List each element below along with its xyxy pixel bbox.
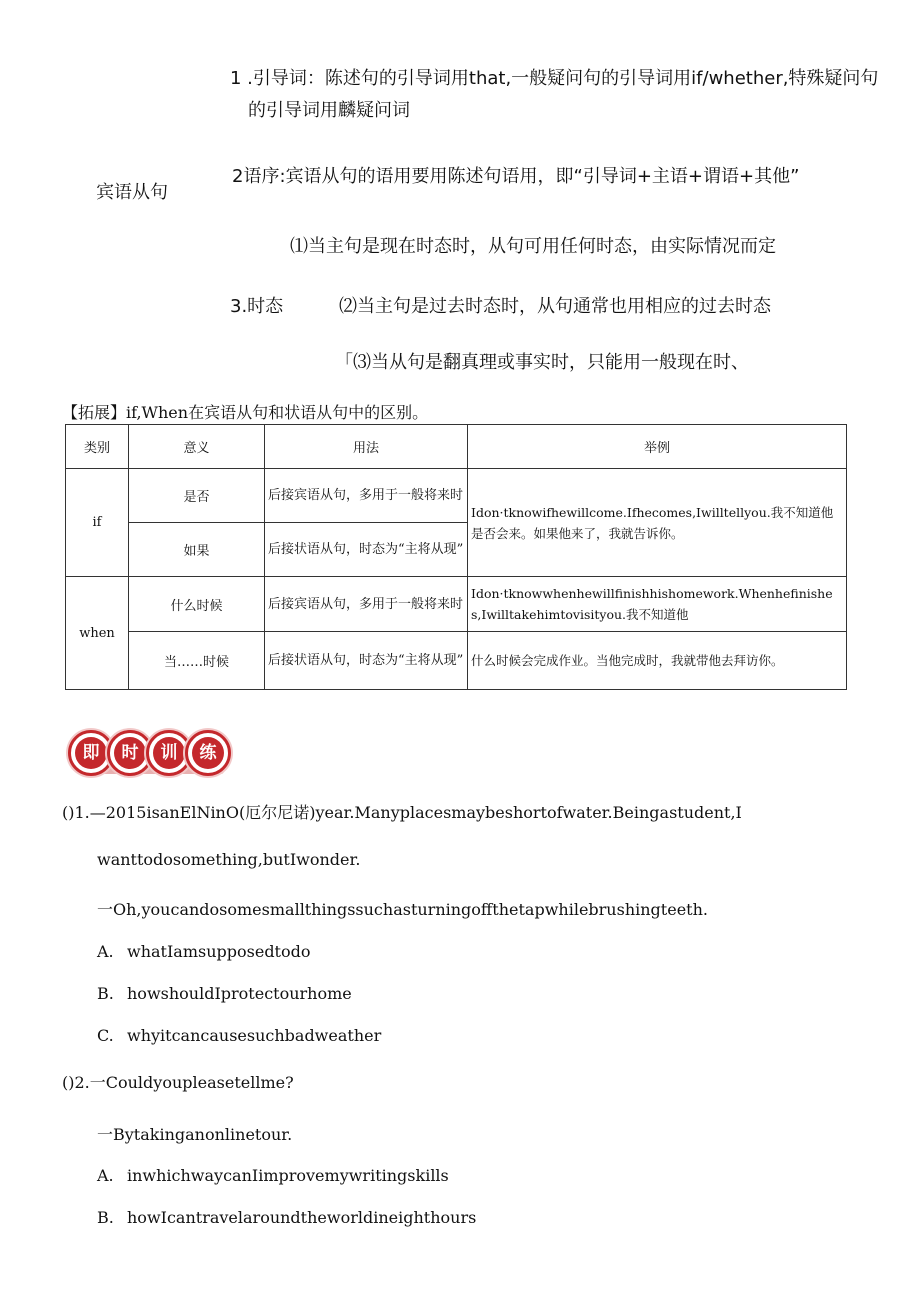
table-row	[66, 632, 847, 690]
tense-label: 3.时态	[230, 296, 284, 317]
if-usage-2: 后接状语从句，时态为“主将从现”	[265, 523, 468, 577]
option-label: A.	[97, 1166, 114, 1185]
practice-banner	[66, 730, 224, 776]
banner-badge	[185, 730, 231, 776]
banner-char: 时	[114, 737, 146, 769]
q2-option-b	[97, 1208, 476, 1227]
section-title: 宾语从句	[96, 182, 168, 203]
option-text: howIcantravelaroundtheworldineighthours	[127, 1208, 477, 1227]
item1-line1: 1 .引导词：陈述句的引导词用that,一般疑问句的引导词用if/whether,特殊疑问句	[230, 68, 879, 89]
option-text: howshouldIprotectourhome	[127, 984, 352, 1003]
when-usage-1: 后接宾语从句，多用于一般将来时	[265, 577, 468, 632]
if-meaning-1: 是否	[129, 469, 265, 523]
banner-char: 练	[192, 737, 224, 769]
when-meaning-2: 当……时候	[129, 632, 265, 690]
option-text: whyitcancausesuchbadweather	[127, 1026, 382, 1045]
header-meaning: 意义	[129, 425, 265, 469]
tense-rule-1: ⑴当主句是现在时态时，从句可用任何时态，由实际情况而定	[290, 236, 776, 257]
when-example-2: 什么时候会完成作业。当他完成时，我就带他去拜访你。	[468, 632, 847, 690]
q1-line1: ()1.—2015isanElNinO(厄尔尼诺)year.Manyplacesmaybeshortofwater.Beingastudent,I	[62, 803, 742, 822]
q1-answer: 一Oh,youcandosomesmallthingssuchasturningoffthetapwhilebrushingteeth.	[97, 900, 708, 919]
expand-heading: 【拓展】if,When在宾语从句和状语从句中的区别。	[62, 403, 429, 422]
q2-line1: ()2.一Couldyoupleasetellme?	[62, 1073, 294, 1092]
q2-option-a	[97, 1166, 449, 1185]
table-row	[66, 577, 847, 632]
banner-char: 训	[153, 737, 185, 769]
table-header-row	[66, 425, 847, 469]
option-label: A.	[97, 942, 114, 961]
option-text: inwhichwaycanIimprovemywritingskills	[127, 1166, 449, 1185]
option-label: B.	[97, 984, 114, 1003]
table-row	[66, 469, 847, 523]
when-example-1: Idon·tknowwhenhewillfinishhishomework.Whenhefinishes,Iwilltakehimtovisityou.我不知道他	[468, 577, 847, 632]
header-example: 举例	[468, 425, 847, 469]
header-category: 类别	[66, 425, 129, 469]
option-text: whatIamsupposedtodo	[127, 942, 311, 961]
tense-rule-2: ⑵当主句是过去时态时，从句通常也用相应的过去时态	[339, 296, 771, 317]
if-meaning-2: 如果	[129, 523, 265, 577]
tense-rule-3: 「⑶当从句是翻真理或事实时，只能用一般现在时、	[335, 352, 749, 373]
q2-answer: 一Bytakinganonlinetour.	[97, 1125, 293, 1144]
banner-char: 即	[75, 737, 107, 769]
header-usage: 用法	[265, 425, 468, 469]
if-label: if	[66, 469, 129, 577]
item2: 2语序:宾语从句的语用要用陈述句语用，即“引导词+主语+谓语+其他”	[232, 166, 800, 187]
q1-option-a	[97, 942, 311, 961]
q1-option-b	[97, 984, 352, 1003]
q1-option-c	[97, 1026, 381, 1045]
comparison-table	[65, 424, 847, 690]
when-meaning-1: 什么时候	[129, 577, 265, 632]
if-example: Idon·tknowifhewillcome.Ifhecomes,Iwilltellyou.我不知道他是否会来。如果他来了，我就告诉你。	[468, 469, 847, 577]
option-label: B.	[97, 1208, 114, 1227]
option-label: C.	[97, 1026, 114, 1045]
if-usage-1: 后接宾语从句，多用于一般将来时	[265, 469, 468, 523]
item1-line2: 的引导词用麟疑问词	[248, 100, 410, 121]
q1-line2: wanttodosomething,butIwonder.	[97, 850, 361, 869]
when-usage-2: 后接状语从句，时态为“主将从现”	[265, 632, 468, 690]
when-label: when	[66, 577, 129, 690]
